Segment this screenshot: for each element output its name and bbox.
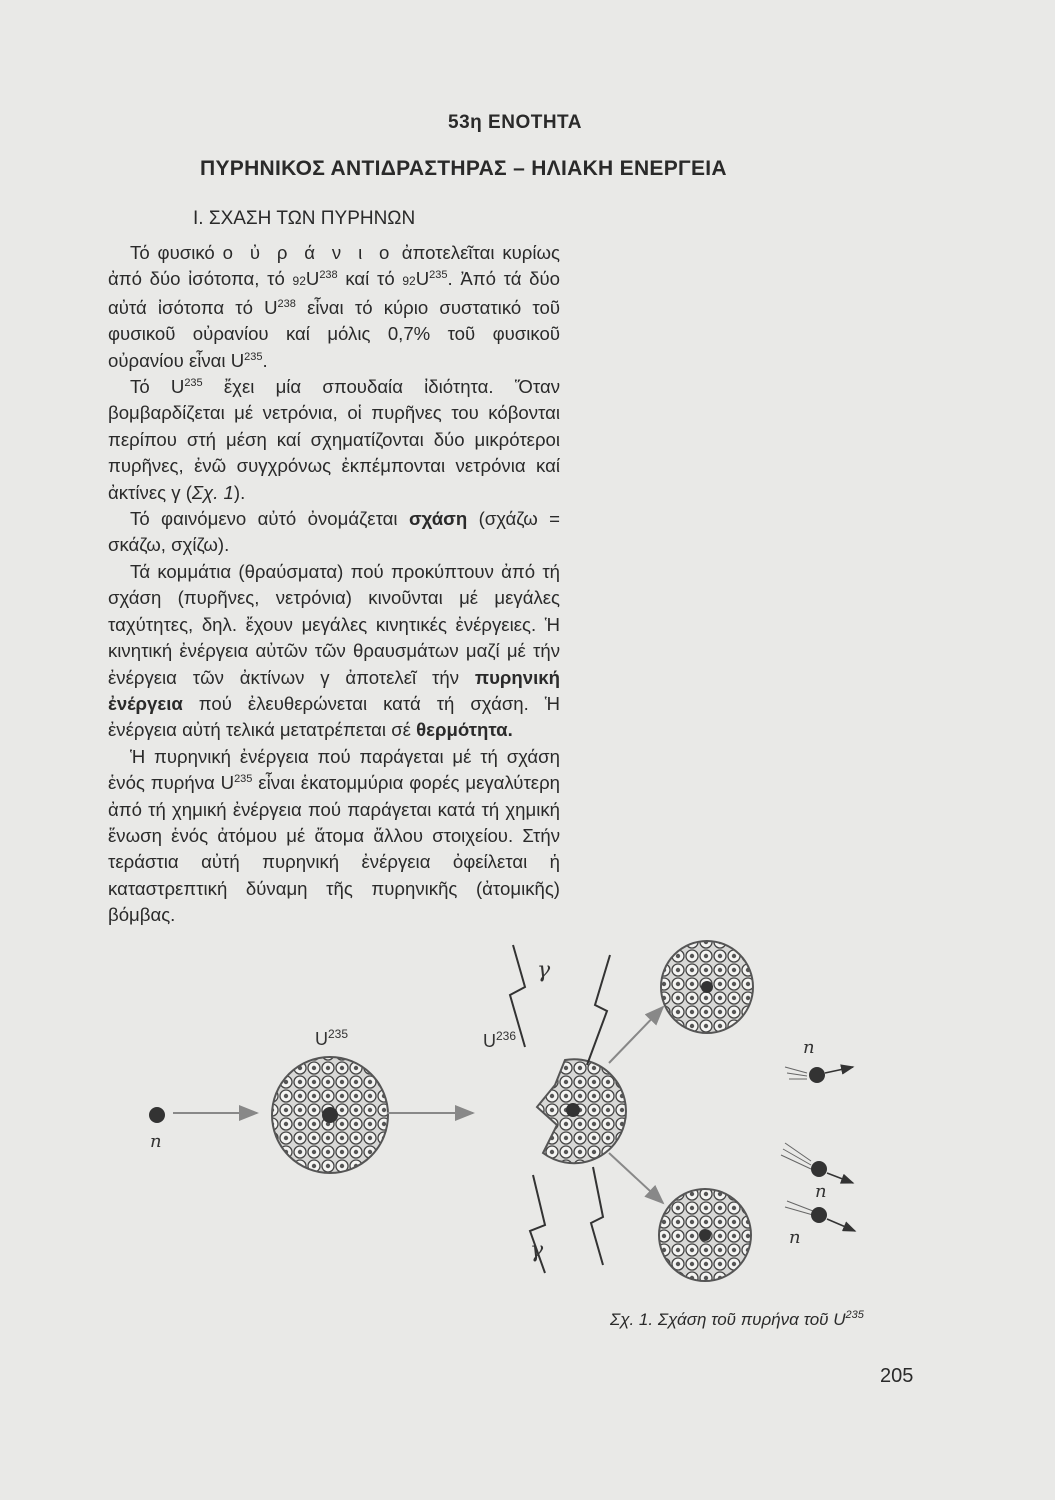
text-run: καί τό (337, 268, 403, 290)
text-run: (σχάζω = σκάζω, σχίζω). (108, 508, 560, 556)
text-run: Τό φαινόμενο αὐτό ὀνομάζεται (130, 508, 409, 530)
u235-core (322, 1107, 338, 1123)
figure-reference: Σχ. 1 (191, 481, 234, 503)
text-run: πού ἐλευθερώνεται κατά τή σχάση. Ἡ ἐνέργεια αὐτή τελικά μετατρέπεται σέ (108, 692, 560, 741)
text-run: εἶναι ἑκατομμύρια φορές μεγαλύτερη ἀπό τή χημική ἐνέργεια πού παράγεται κατά τή χημική ἕνωση ἑνός ἀτόμου μέ ἄτομα ἄλλου στοιχείου. Στήν τεράστια αὐτή πυρηνική ἐνέργεια ὀφείλεται ἡ καταστρεπτική δύναμη τῆς πυρηνικῆς (ἀτομικῆς) βόμβας. (108, 772, 560, 926)
caption-mass-number: 235 (845, 1309, 864, 1321)
lower-fragment-core (699, 1229, 711, 1241)
gamma-label-top: γ (537, 958, 551, 983)
neutron-label-3: n (789, 1227, 801, 1248)
arrow-to-upper-fragment (609, 1007, 663, 1063)
term-nuclear-energy: πυρηνική ἐνέργεια (108, 666, 560, 714)
atomic-number: 92 (402, 274, 416, 289)
paragraph-fission-definition (108, 506, 560, 559)
text-run: Ἡ πυρηνική ἐνέργεια πού παράγεται μέ τή σχάση ἑνός πυρήνα U (108, 745, 560, 794)
page-number: 205 (880, 1365, 914, 1387)
mass-number: 238 (277, 297, 296, 310)
u236-core (566, 1103, 580, 1117)
text-run: Τά κομμάτια (θραύσματα) πού προκύπτουν ἀπό τή σχάση (πυρῆνες, νετρόνια) κινοῦνται μέ μεγάλες ταχύτητες, δηλ. ἔχουν μεγάλες κινητικές ἐνέργειες. Ἡ κινητική ἐνέργεια αὐτῶν τῶν θραυσμάτων μαζί μέ τήν ἐνέργεια τῶν ἀκτίνων γ ἀποτελεῖ τήν (108, 560, 560, 688)
paragraph-u235-property (108, 374, 560, 506)
neutron-label-1: n (803, 1037, 815, 1058)
text-run: Τό φυσικό (130, 242, 223, 263)
u236-label: $U^{236}$ (483, 1029, 517, 1051)
paragraph-energy-comparison (108, 744, 560, 929)
text-run: ). (233, 481, 246, 503)
neutron-label: n (150, 1131, 162, 1152)
gamma-ray-lower-right (591, 1167, 603, 1265)
upper-fragment-core (701, 981, 713, 993)
text-run: εἶναι τό κύριο συστατικό τοῦ φυσικοῦ οὐρανίου καί μόλις 0,7% τοῦ φυσικοῦ οὐρανίου εἶναι U (108, 296, 560, 371)
u235-label: $U^{235}$ (315, 1027, 349, 1049)
unit-title: 53η ΕΝΟΤΗΤΑ (448, 112, 582, 133)
term-heat: θερμότητα. (416, 719, 513, 741)
mass-number: 235 (184, 377, 203, 390)
gamma-ray-upper-right (587, 955, 610, 1065)
emitted-neutron-2 (781, 1143, 853, 1183)
body-text (108, 240, 560, 929)
mass-number: 235 (234, 773, 253, 786)
text-run: ἀποτελεῖται κυρίως ἀπό δύο ἰσότοπα, τό (108, 242, 560, 290)
mass-number: 238 (319, 269, 338, 282)
incoming-neutron (149, 1107, 165, 1123)
text-run: . Ἀπό τά δύο αὐτά ἰσότοπα τό U (108, 268, 560, 318)
mass-number: 235 (244, 350, 263, 363)
neutron-label-2: n (815, 1181, 827, 1202)
element-symbol: U (305, 268, 320, 290)
paragraph-uranium-isotopes (108, 240, 560, 374)
gamma-label-bottom: γ (530, 1238, 544, 1263)
atomic-number: 92 (292, 274, 306, 289)
arrow-to-lower-fragment (609, 1153, 663, 1203)
u236-nucleus (537, 1059, 626, 1163)
term-fission: σχάση (408, 508, 468, 530)
paragraph-fragments-energy (108, 559, 560, 744)
caption-text: Σχ. 1. Σχάση τοῦ πυρήνα τοῦ U (610, 1310, 846, 1329)
spaced-term: ο ὐ ρ ά ν ι ο (222, 242, 394, 263)
fission-figure (125, 935, 945, 1315)
text-run: ἔχει μία σπουδαία ἰδιότητα. Ὅταν βομβαρδίζεται μέ νετρόνια, οἱ πυρῆνες του κόβονται περίπου στή μέση καί σχηματίζονται δύο μικρότεροι πυρῆνες, ἐνῶ συγχρόνως ἐκπέμπονται νετρόνια καί ἀκτίνες γ ( (108, 376, 560, 503)
section-title: Ι. ΣΧΑΣΗ ΤΩΝ ΠΥΡΗΝΩΝ (193, 208, 416, 229)
text-run: . (262, 349, 268, 371)
figure-caption (610, 1310, 864, 1330)
emitted-neutron-1 (785, 1067, 853, 1083)
text-run: Τό U (130, 376, 185, 398)
chapter-title: ΠΥΡΗΝΙΚΟΣ ΑΝΤΙΔΡΑΣΤΗΡΑΣ – ΗΛΙΑΚΗ ΕΝΕΡΓΕΙΑ (200, 157, 727, 180)
element-symbol: U (415, 268, 430, 290)
mass-number: 235 (429, 269, 448, 282)
